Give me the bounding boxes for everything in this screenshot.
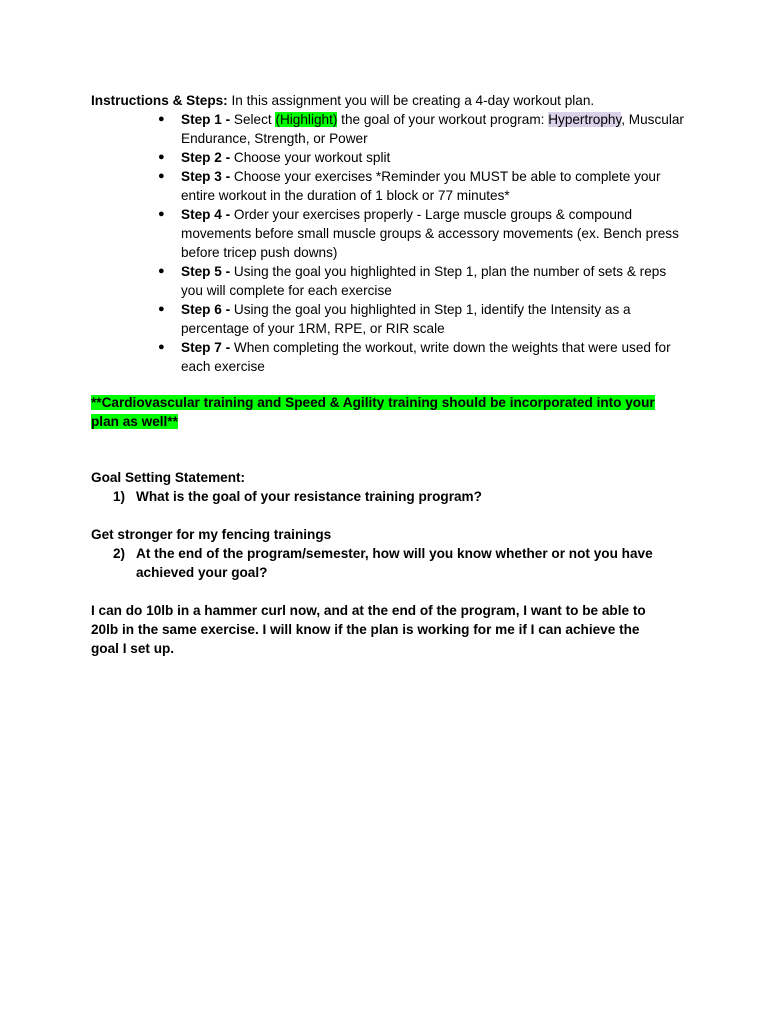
question-list-1 [91,487,691,506]
question-number: 2) [113,546,126,561]
question-text: At the end of the program/semester, how will you know whether or not you have achieved your goal? [136,546,653,580]
step-item-1 [158,110,691,148]
bullet-icon: ● [158,151,165,163]
question-number: 1) [113,489,126,504]
step-text: the goal of your workout program: [337,112,549,127]
bullet-icon: ● [158,303,165,315]
step-item-5 [158,262,691,300]
bullet-icon: ● [158,208,165,220]
step-label: Step 4 - [181,207,234,222]
steps-list [91,110,691,376]
instructions-paragraph [91,91,691,110]
instructions-text: In this assignment you will be creating a 4-day workout plan. [227,93,595,108]
cardio-note [91,393,676,431]
selected-goal-highlight: Hypertrophy [548,112,622,127]
step-item-3 [158,167,691,205]
step-text: , Muscular Endurance, Strength, or Power [181,112,684,146]
step-item-4 [158,205,691,262]
question-list-2 [91,544,691,582]
step-item-2 [158,148,691,167]
step-text: Choose your workout split [233,150,391,165]
bullet-icon: ● [158,170,165,182]
step-item-6 [158,300,691,338]
highlight-marker: (Highlight) [275,112,338,127]
step-text: Select [233,112,276,127]
step-label: Step 7 - [181,340,234,355]
question-item-1 [113,487,691,506]
step-label: Step 3 - [181,169,234,184]
document-page [91,91,691,658]
cardio-note-text: **Cardiovascular training and Speed & Agility training should be incorporated into your plan as well** [91,395,655,429]
step-label: Step 1 - [181,112,234,127]
step-item-7 [158,338,691,376]
step-label: Step 2 - [181,150,234,165]
step-text: When completing the workout, write down the weights that were used for each exercise [181,340,671,374]
step-label: Step 6 - [181,302,234,317]
answer-1: Get stronger for my fencing trainings [91,527,332,542]
instructions-label: Instructions & Steps: [91,93,228,108]
goal-setting-heading: Goal Setting Statement: [91,470,246,485]
step-text: Using the goal you highlighted in Step 1, plan the number of sets & reps you will complete for each exercise [181,264,667,298]
step-text: Choose your exercises *Reminder you MUST be able to complete your entire workout in the duration of 1 block or 77 minutes* [181,169,661,203]
step-text: Using the goal you highlighted in Step 1, identify the Intensity as a percentage of your 1RM, RPE, or RIR scale [181,302,631,336]
step-label: Step 5 - [181,264,234,279]
question-item-2 [113,544,691,582]
step-text: Order your exercises properly - Large muscle groups & compound movements before small muscle groups & accessory movements (ex. Bench press before tricep push downs) [181,207,679,260]
question-text: What is the goal of your resistance training program? [136,489,482,504]
bullet-icon: ● [158,113,165,125]
bullet-icon: ● [158,341,165,353]
answer-2: I can do 10lb in a hammer curl now, and at the end of the program, I want to be able to 20lb in the same exercise. I will know if the plan is working for me if I can achieve the goal I set up. [91,603,646,656]
bullet-icon: ● [158,265,165,277]
